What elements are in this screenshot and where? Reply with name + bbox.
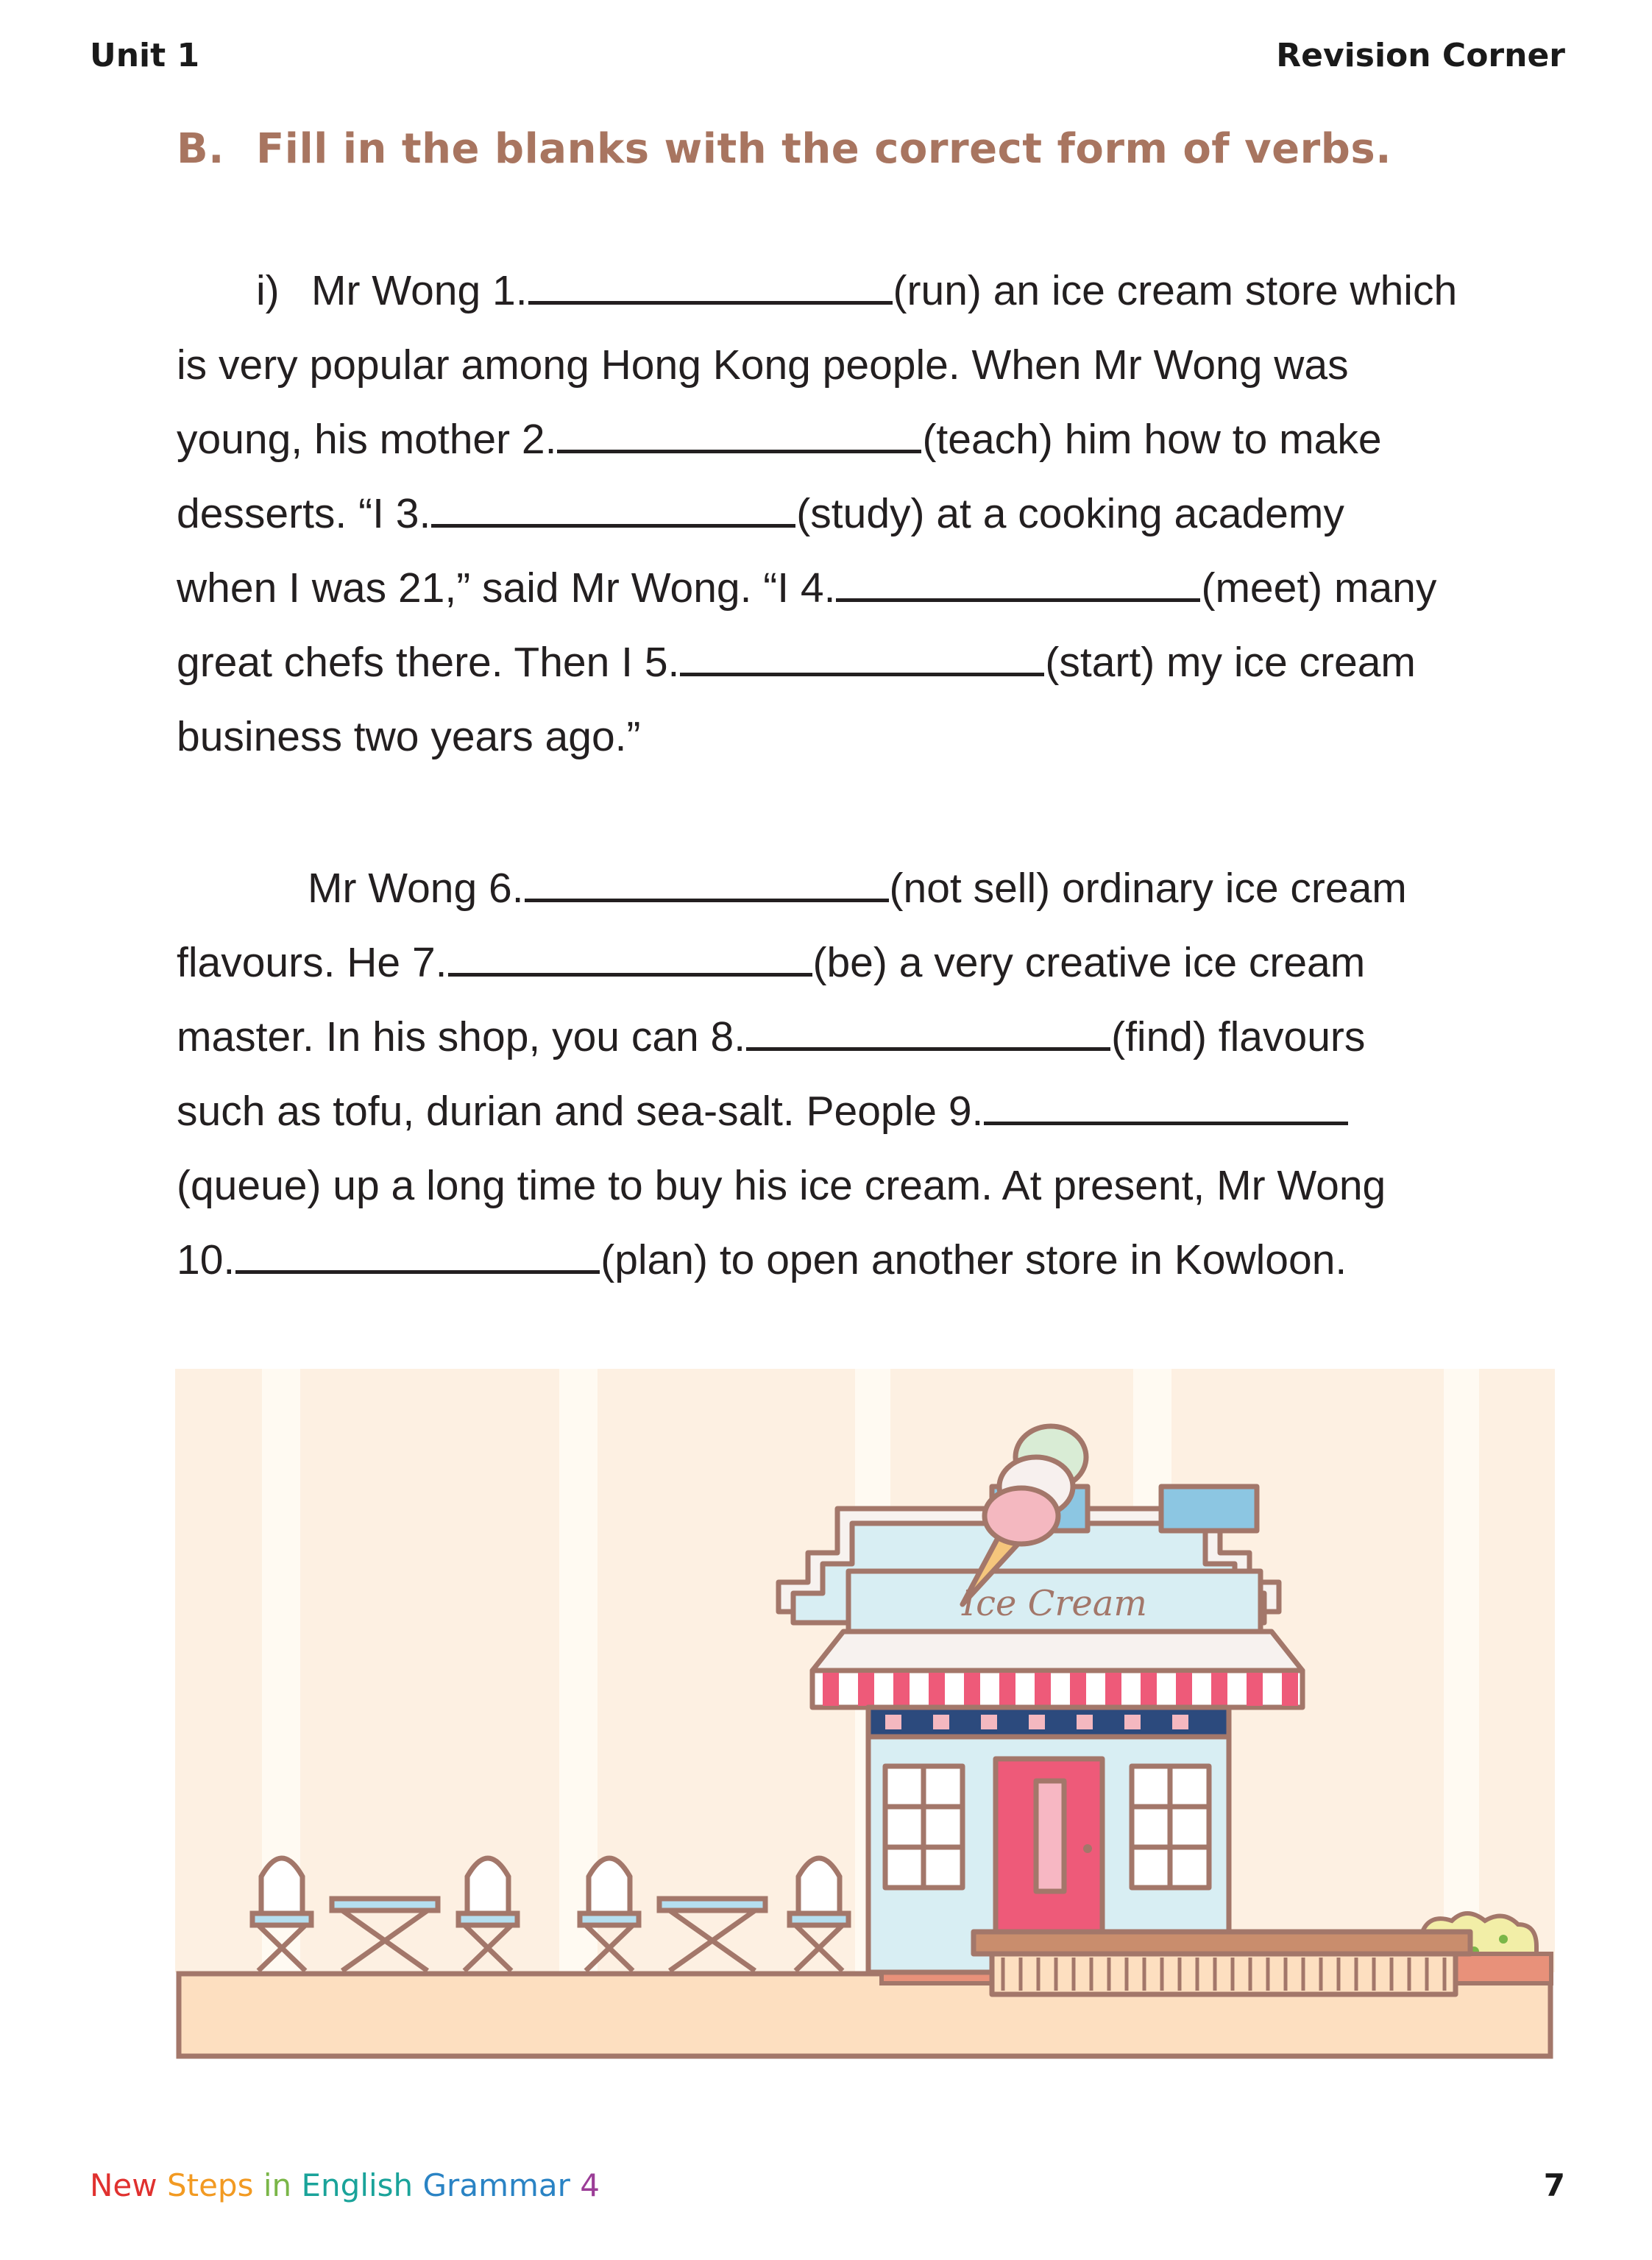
brand-word: New [90, 2167, 157, 2203]
passage-line [177, 1000, 1575, 1074]
passage-line [177, 851, 1575, 926]
paragraph-number: i) [256, 267, 280, 314]
porch-top [974, 1932, 1470, 1954]
passage-line [177, 1149, 1575, 1223]
answer-blank[interactable] [984, 1074, 1348, 1125]
passage-line [177, 626, 1575, 700]
passage-text: when I was 21,” said Mr Wong. “I 4. [177, 564, 836, 612]
exercise-title [177, 125, 1392, 173]
answer-blank[interactable] [448, 926, 812, 977]
passage-text: Mr Wong 6. [308, 865, 524, 912]
passage-text: such as tofu, durian and sea-salt. People 9. [177, 1088, 984, 1135]
answer-blank[interactable] [528, 254, 893, 305]
passage-text: flavours. He 7. [177, 939, 447, 986]
passage-paragraph-1 [177, 254, 1575, 774]
passage-line [177, 328, 1575, 403]
background-stripe [175, 1369, 262, 1972]
passage-text: (be) a very creative ice cream [812, 939, 1366, 986]
brand-word: Steps [166, 2167, 254, 2203]
passage-text: 10. [177, 1236, 235, 1283]
passage-text: (meet) many [1201, 564, 1437, 612]
exercise-letter: B. [177, 125, 224, 173]
passage-text: (not sell) ordinary ice cream [889, 865, 1407, 912]
passage-text: (start) my ice cream [1045, 639, 1416, 686]
passage-text: (teach) him how to make [922, 416, 1382, 463]
passage-text: (plan) to open another store in Kowloon. [600, 1236, 1347, 1283]
footer-brand [90, 2167, 600, 2203]
brand-word: 4 [580, 2167, 600, 2203]
passage-line [177, 551, 1575, 626]
passage-line [177, 403, 1575, 477]
background-stripe [300, 1369, 559, 1972]
passage-text: (study) at a cooking academy [796, 490, 1344, 537]
passage-line [177, 926, 1575, 1000]
passage-line [177, 254, 1575, 328]
answer-blank[interactable] [836, 551, 1200, 602]
exercise-instruction: Fill in the blanks with the correct form of verbs. [256, 125, 1392, 173]
unit-label: Unit 1 [90, 37, 200, 74]
ice-cream-shop-illustration [175, 1369, 1555, 2077]
answer-blank[interactable] [680, 626, 1044, 676]
passage-text: master. In his shop, you can 8. [177, 1013, 746, 1060]
section-label: Revision Corner [1276, 37, 1565, 74]
passage-text: (run) an ice cream store which [893, 267, 1458, 314]
brand-word: Grammar [422, 2167, 570, 2203]
passage-text: is very popular among Hong Kong people. When Mr Wong was [177, 341, 1349, 389]
passage-text: (find) flavours [1111, 1013, 1366, 1060]
answer-blank[interactable] [431, 477, 795, 528]
passage-line [177, 477, 1575, 551]
passage-line [177, 1074, 1575, 1149]
passage-text: desserts. “I 3. [177, 490, 431, 537]
answer-blank[interactable] [746, 1000, 1110, 1051]
passage-text: young, his mother 2. [177, 416, 557, 463]
answer-blank[interactable] [235, 1223, 600, 1274]
shop-sign-text: Ice Cream [962, 1583, 1147, 1624]
passage-line [177, 700, 1575, 774]
passage-paragraph-2 [177, 851, 1575, 1297]
passage-text: business two years ago.” [177, 713, 641, 760]
answer-blank[interactable] [557, 403, 921, 453]
passage-line [177, 1223, 1575, 1297]
brand-word: English [301, 2167, 414, 2203]
passage-text: Mr Wong 1. [311, 267, 528, 314]
page-number: 7 [1543, 2167, 1565, 2203]
brand-word: in [263, 2167, 292, 2203]
passage-text: great chefs there. Then I 5. [177, 639, 680, 686]
answer-blank[interactable] [525, 851, 889, 902]
porch-railing [992, 1954, 1456, 1994]
passage-text: (queue) up a long time to buy his ice cream. At present, Mr Wong [177, 1162, 1386, 1209]
background-stripe [1479, 1369, 1555, 1972]
sign-board-right [1161, 1487, 1257, 1531]
